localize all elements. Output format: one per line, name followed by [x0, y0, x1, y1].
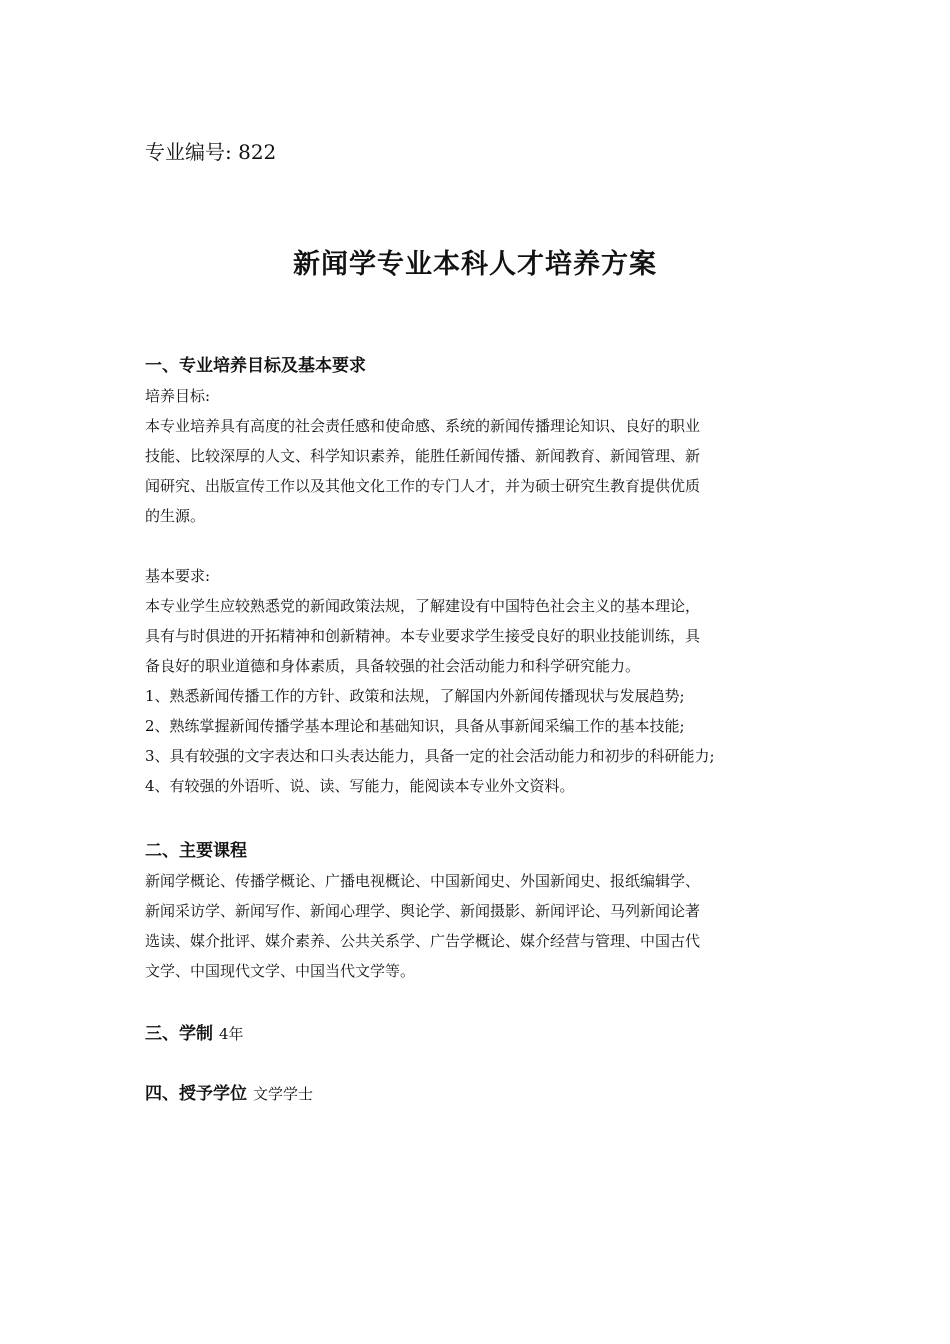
requirement-item-2: 2、熟练掌握新闻传播学基本理论和基础知识，具备从事新闻采编工作的基本技能;: [145, 717, 685, 735]
section-1-heading: 一、专业培养目标及基本要求: [145, 356, 366, 376]
section-degree: [145, 1079, 825, 1109]
requirements-label: 基本要求:: [145, 567, 211, 585]
course-line: 新闻采访学、新闻写作、新闻心理学、舆论学、新闻摄影、新闻评论、马列新闻论著: [145, 902, 701, 920]
section-training-goals: [145, 351, 825, 801]
goal-line: 本专业培养具有高度的社会责任感和使命感、系统的新闻传播理论知识、良好的职业: [145, 417, 701, 435]
section-4-heading: 四、授予学位: [145, 1084, 247, 1104]
requirement-item-4: 4、有较强的外语听、说、读、写能力，能阅读本专业外文资料。: [145, 777, 575, 795]
requirement-item-1: 1、熟悉新闻传播工作的方针、政策和法规，了解国内外新闻传播现状与发展趋势;: [145, 687, 685, 705]
requirement-item-3: 3、具有较强的文字表达和口头表达能力，具备一定的社会活动能力和初步的科研能力;: [145, 747, 715, 765]
degree-value: 文学学士: [253, 1085, 314, 1103]
goal-line: 技能、比较深厚的人文、科学知识素养，能胜任新闻传播、新闻教育、新闻管理、新: [145, 447, 701, 465]
section-duration: [145, 1019, 825, 1049]
paragraph-spacer: [145, 531, 825, 561]
requirement-line: 本专业学生应较熟悉党的新闻政策法规，了解建设有中国特色社会主义的基本理论，: [145, 597, 701, 615]
section-main-courses: [145, 836, 825, 986]
course-line: 新闻学概论、传播学概论、广播电视概论、中国新闻史、外国新闻史、报纸编辑学、: [145, 872, 701, 890]
goal-line: 闻研究、出版宣传工作以及其他文化工作的专门人才，并为硕士研究生教育提供优质: [145, 477, 701, 495]
duration-value: 4年: [219, 1025, 244, 1043]
requirement-line: 具有与时俱进的开拓精神和创新精神。本专业要求学生接受良好的职业技能训练，具: [145, 627, 701, 645]
section-2-heading: 二、主要课程: [145, 841, 247, 861]
goal-line: 的生源。: [145, 507, 206, 525]
goal-label: 培养目标:: [145, 387, 211, 405]
section-3-heading: 三、学制: [145, 1024, 213, 1044]
document-title: 新闻学专业本科人才培养方案: [293, 249, 657, 280]
requirement-line: 备良好的职业道德和身体素质，具备较强的社会活动能力和科学研究能力。: [145, 657, 641, 675]
major-code: 专业编号: 822: [145, 140, 277, 164]
course-line: 选读、媒介批评、媒介素养、公共关系学、广告学概论、媒介经营与管理、中国古代: [145, 932, 701, 950]
course-line: 文学、中国现代文学、中国当代文学等。: [145, 962, 416, 980]
